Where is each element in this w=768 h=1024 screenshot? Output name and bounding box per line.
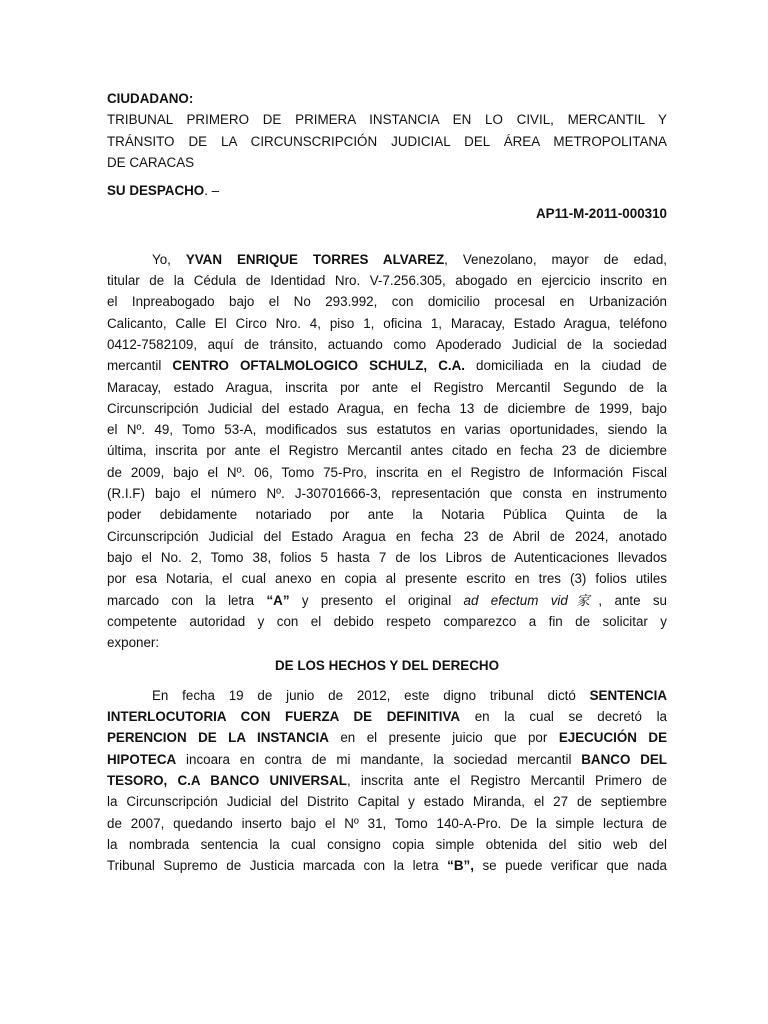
- attorney-name: YVAN ENRIQUE TORRES ALVAREZ: [185, 251, 445, 267]
- paragraph-line: poder debidamente notariado por ante la Notaria Pública Quinta de la: [107, 507, 667, 523]
- text-run: se puede verificar que nada: [473, 858, 667, 874]
- paragraph-line: la nombrada sentencia la cual consigno copia simple obtenida del sitio web del: [107, 836, 667, 852]
- salutation: CIUDADANO:: [107, 91, 194, 106]
- paragraph-line: [107, 355, 667, 376]
- document-page: [107, 88, 667, 876]
- bold-run: TESORO, C.A BANCO UNIVERSAL: [107, 772, 347, 788]
- bold-run: “B”,: [447, 858, 474, 874]
- bold-run: EJECUCIÓN DE: [558, 730, 668, 746]
- text-run: incoara en contra de mi mandante, la sociedad mercantil: [176, 751, 582, 767]
- paragraph-line: última, inscrita por ante el Registro Mercantil antes citado en fecha 23 de diciembre: [107, 443, 667, 459]
- text-run: domiciliada en la ciudad de: [464, 358, 667, 374]
- paragraph-line: [107, 727, 667, 748]
- court-line: DE CARACAS: [107, 154, 195, 170]
- bold-run: SENTENCIA: [589, 687, 667, 703]
- text-run: , ante su: [598, 592, 667, 608]
- paragraph-line: titular de la Cédula de Identidad Nro. V-7.256.305, abogado en ejercicio inscrito en: [107, 273, 667, 289]
- paragraph-line: [107, 706, 667, 727]
- court-line: TRIBUNAL PRIMERO DE PRIMERA INSTANCIA EN LO CIVIL, MERCANTIL Y: [107, 112, 667, 128]
- paragraph-line: [107, 590, 667, 611]
- company-name: CENTRO OFTALMOLOGICO SCHULZ, C.A.: [172, 358, 465, 374]
- paragraph-line: (R.I.F) bajo el número Nº. J-30701666-3, representación que consta en instrumento: [107, 486, 667, 502]
- paragraph-line: de 2009, bajo el Nº. 06, Tomo 75-Pro, inscrita en el Registro de Información Fiscal: [107, 464, 667, 480]
- text-run: , inscrita ante el Registro Mercantil Primero de: [346, 772, 667, 788]
- bold-run: BANCO DEL: [581, 751, 667, 767]
- paragraph-line: competente autoridad y con el debido respeto comparezco a fin de solicitar y: [107, 613, 667, 629]
- paragraph-line: [107, 249, 667, 270]
- court-address: [107, 109, 667, 173]
- paragraph-line: el Nº. 49, Tomo 53-A, modificados sus estatutos en varias oportunidades, siendo la: [107, 422, 667, 438]
- despacho-tail: . –: [204, 183, 220, 199]
- text-run: Yo,: [152, 251, 186, 267]
- text-run: mercantil: [107, 358, 173, 374]
- paragraph-line: 0412-7582109, aquí de tránsito, actuando como Apoderado Judicial de la sociedad: [107, 336, 667, 352]
- bold-run: HIPOTECA: [107, 751, 177, 767]
- text-run: en el presente juicio que por: [328, 730, 559, 746]
- text-run: marcado con la letra: [107, 592, 267, 608]
- paragraph-line: la Circunscripción Judicial del Distrito Capital y estado Miranda, el 27 de septiembre: [107, 794, 667, 810]
- text-run: En fecha 19 de junio de 2012, este digno tribunal dictó: [152, 687, 590, 703]
- paragraph-line: por esa Notaria, el cual anexo en copia al presente escrito en tres (3) folios utiles: [107, 571, 667, 587]
- paragraph-line: de 2007, quedando inserto bajo el Nº 31, Tomo 140-A-Pro. De la simple lectura de: [107, 815, 667, 831]
- bold-run: INTERLOCUTORIA CON FUERZA DE DEFINITIVA: [107, 709, 461, 725]
- paragraph-identification: [107, 249, 667, 654]
- paragraph-line: el Inpreabogado bajo el No 293.992, con domicilio procesal en Urbanización: [107, 294, 667, 310]
- paragraph-line: Circunscripción Judicial del Estado Aragua en fecha 23 de Abril de 2024, anotado: [107, 528, 667, 544]
- paragraph-line: Calicanto, Calle El Circo Nro. 4, piso 1, oficina 1, Maracay, Estado Aragua, teléfono: [107, 315, 667, 331]
- paragraph-line: Circunscripción Judicial del estado Aragua, en fecha 13 de diciembre de 1999, bajo: [107, 400, 667, 416]
- paragraph-line: Maracay, estado Aragua, inscrita por ante el Registro Mercantil Segundo de la: [107, 379, 667, 395]
- section-title: DE LOS HECHOS Y DEL DERECHO: [275, 658, 499, 674]
- latin-phrase: ad efectum vid家: [463, 592, 599, 608]
- text-run: Tribunal Supremo de Justicia marcada con la letra: [107, 858, 448, 874]
- court-line: TRÁNSITO DE LA CIRCUNSCRIPCIÓN JUDICIAL DEL ÁREA METROPOLITANA: [107, 133, 667, 149]
- bold-run: PERENCION DE LA INSTANCIA: [107, 730, 329, 746]
- paragraph-line: [107, 749, 667, 770]
- paragraph-line: [107, 770, 667, 791]
- annex-letter: “A”: [266, 592, 290, 608]
- paragraph-line: [107, 855, 667, 876]
- paragraph-line: bajo el No. 2, Tomo 38, folios 5 hasta 7 de los Libros de Autenticaciones llevados: [107, 549, 667, 565]
- paragraph-line: exponer:: [107, 635, 160, 651]
- paragraph-facts: [107, 685, 667, 877]
- text-run: , Venezolano, mayor de edad,: [444, 251, 667, 267]
- case-number: AP11-M-2011-000310: [535, 206, 667, 222]
- despacho-label: SU DESPACHO: [107, 183, 205, 199]
- paragraph-line: [107, 685, 667, 706]
- despacho-line: [107, 180, 667, 201]
- text-run: y presento el original: [289, 592, 464, 608]
- text-run: en la cual se decretó la: [460, 709, 667, 725]
